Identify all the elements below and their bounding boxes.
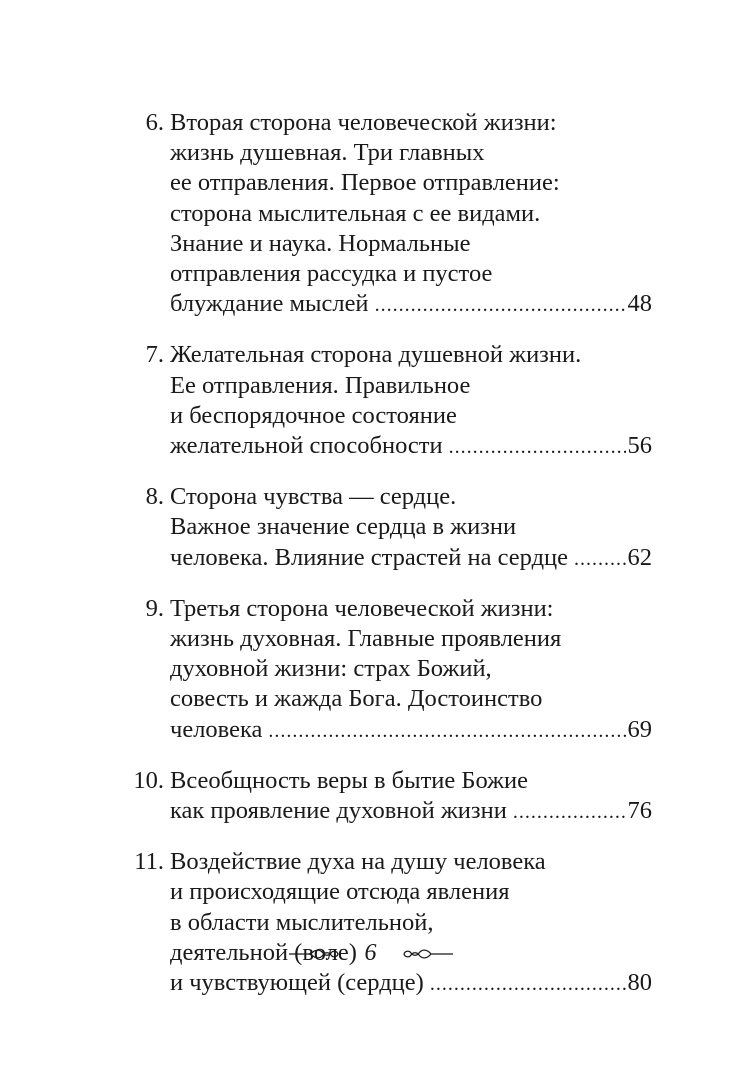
entry-line: Желательная сторона душевной жизни. <box>170 341 582 369</box>
entry-line: желательной способности <box>170 432 443 460</box>
entry-line: Сторона чувства — сердце. <box>170 483 457 511</box>
folio-number: 6 <box>364 940 377 966</box>
entry-line: жизнь душевная. Три главных <box>170 139 485 167</box>
entry-last-line <box>170 796 652 827</box>
dot-leader <box>449 432 626 462</box>
page-number: 62 <box>627 543 652 571</box>
entry-line: Третья сторона человеческой жизни: <box>170 594 554 622</box>
entry-line: Важное значение сердца в жизни <box>170 513 517 541</box>
entry-line: Вторая сторона человеческой жизни: <box>170 109 557 136</box>
entry-number: 11. <box>134 848 164 876</box>
toc-entry <box>132 847 652 999</box>
toc-entry <box>132 482 652 574</box>
entry-line: Ее отправления. Правильное <box>170 371 471 399</box>
toc-entry <box>132 340 652 462</box>
entry-line: как проявление духовной жизни <box>170 797 507 825</box>
entry-line: человека <box>170 715 263 743</box>
page-footer <box>0 940 741 967</box>
entry-line: сторона мыслительная с ее видами. <box>170 199 541 227</box>
entry-text <box>170 594 652 746</box>
entry-number: 7. <box>145 341 164 369</box>
toc-entry <box>132 766 652 827</box>
entry-line: блуждание мыслей <box>170 290 369 318</box>
entry-line: и происходящие отсюда явления <box>170 878 510 906</box>
entry-text <box>170 482 652 574</box>
entry-last-line <box>170 543 652 574</box>
dot-leader <box>513 797 626 827</box>
toc-entry <box>132 594 652 746</box>
table-of-contents <box>132 108 652 1019</box>
entry-line: Знание и наука. Нормальные <box>170 229 471 257</box>
entry-line: в области мыслительной, <box>170 908 434 936</box>
dot-leader <box>375 290 626 320</box>
entry-number: 9. <box>145 594 164 622</box>
entry-line: и чувствующей (сердце) <box>170 969 424 997</box>
entry-last-line <box>170 289 652 320</box>
entry-number: 8. <box>145 483 164 511</box>
toc-entry <box>132 108 652 320</box>
page-number: 48 <box>627 290 652 318</box>
page-number: 80 <box>627 969 652 997</box>
entry-text <box>170 108 652 320</box>
entry-last-line <box>170 968 652 999</box>
ornament-right-icon <box>399 947 455 961</box>
entry-last-line <box>170 715 652 746</box>
entry-line: жизнь духовная. Главные проявления <box>170 625 562 653</box>
entry-text <box>170 847 652 999</box>
entry-line: совесть и жажда Бога. Достоинство <box>170 685 543 713</box>
entry-line: отправления рассудка и пустое <box>170 260 493 288</box>
entry-line: деятельной (воле) <box>170 938 357 966</box>
dot-leader <box>268 716 625 746</box>
entry-number: 10. <box>133 766 164 794</box>
entry-number: 6. <box>145 109 164 136</box>
dot-leader <box>574 544 625 574</box>
entry-text <box>170 340 652 462</box>
entry-line: и беспорядочное состояние <box>170 401 457 429</box>
page-number: 76 <box>627 797 652 825</box>
entry-line: духовной жизни: страх Божий, <box>170 655 492 683</box>
page-number: 69 <box>627 715 652 743</box>
page-number: 56 <box>627 432 652 460</box>
entry-last-line <box>170 431 652 462</box>
dot-leader <box>430 969 626 999</box>
entry-line: человека. Влияние страстей на сердце <box>170 543 569 571</box>
ornament-left-icon <box>287 947 343 961</box>
entry-line: ее отправления. Первое отправление: <box>170 169 560 197</box>
entry-text <box>170 766 652 827</box>
entry-line: Всеобщность веры в бытие Божие <box>170 766 529 794</box>
entry-line: Воздействие духа на душу человека <box>170 848 546 876</box>
